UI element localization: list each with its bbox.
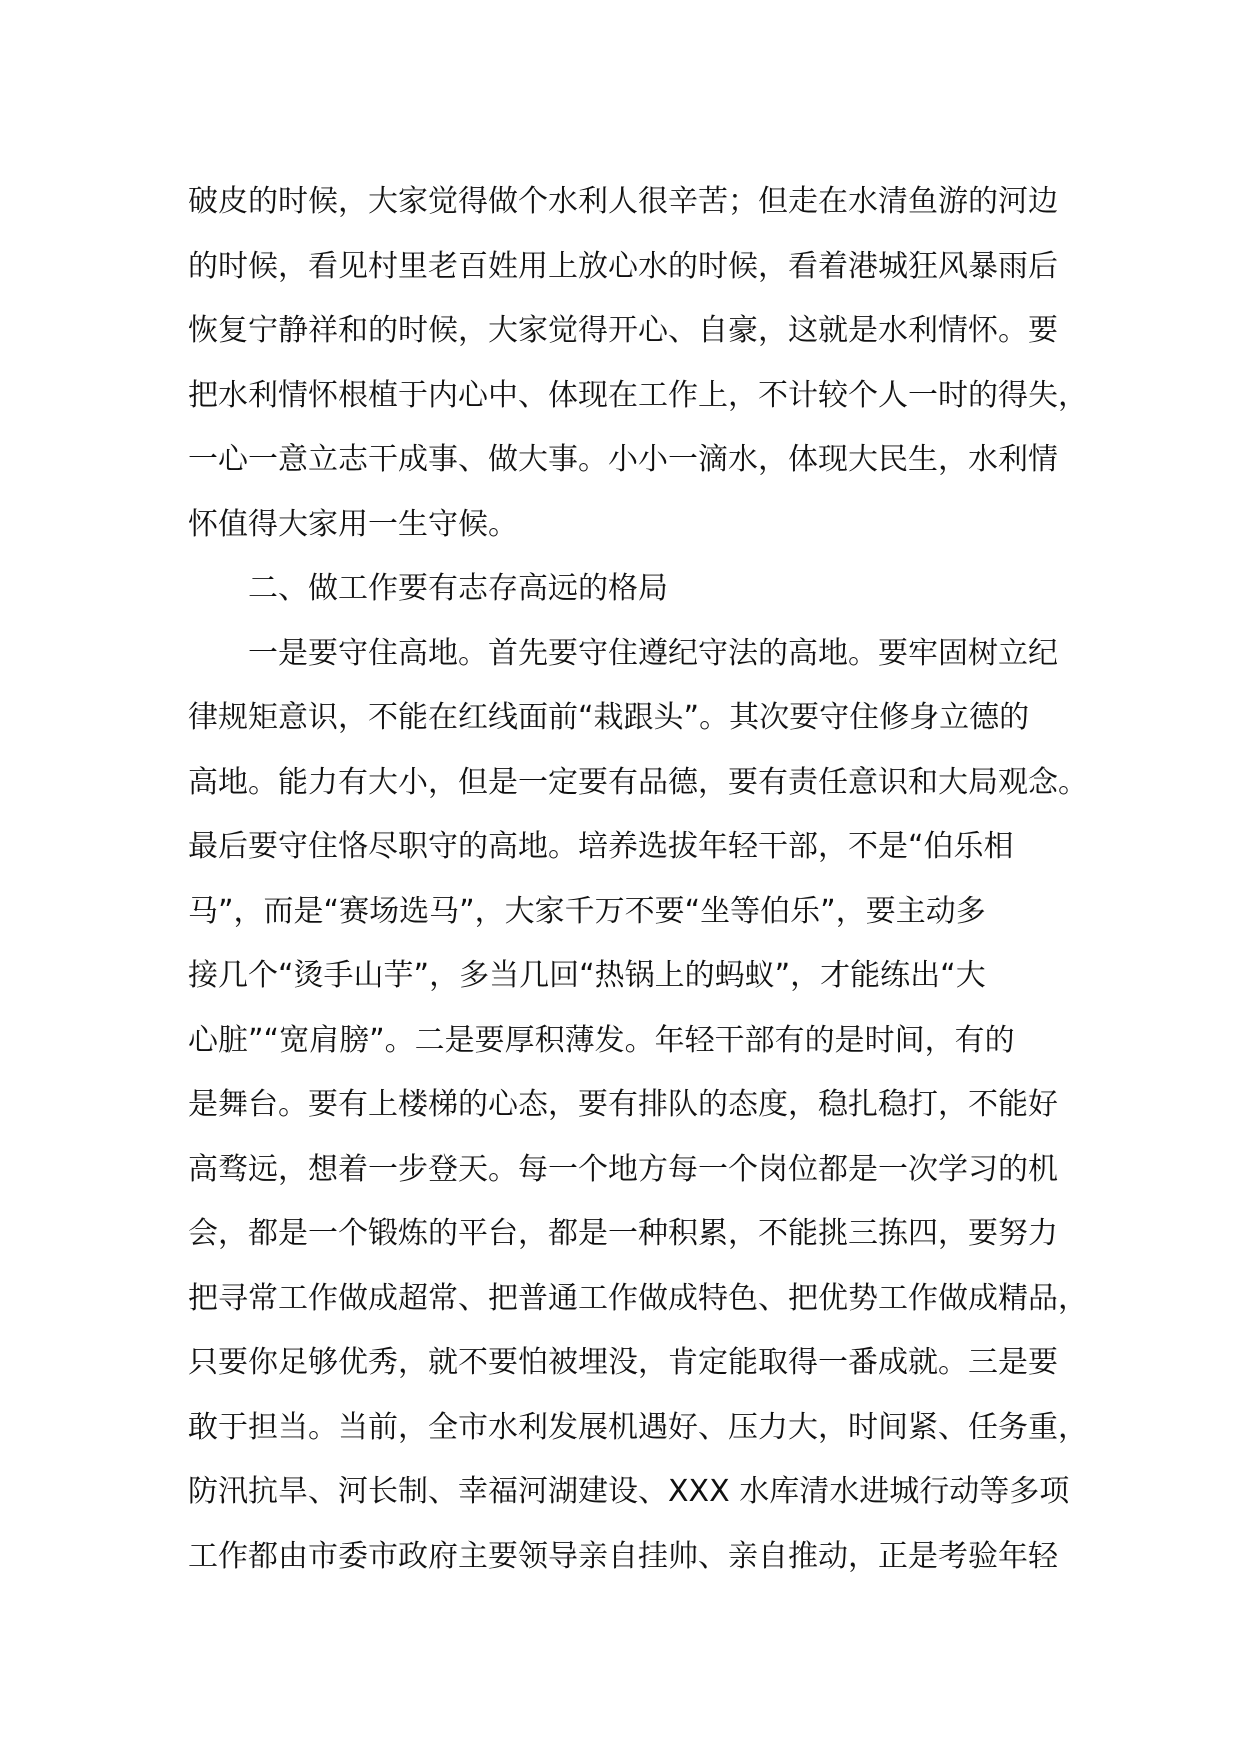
- text-line: 工作都由市委市政府主要领导亲自挂帅、亲自推动，正是考验年轻: [188, 1538, 1058, 1574]
- text-line: 破皮的时候，大家觉得做个水利人很辛苦；但走在水清鱼游的河边: [188, 184, 1058, 219]
- text-line: 把水利情怀根植于内心中、体现在工作上，不计较个人一时的得失，: [188, 377, 1088, 413]
- text-line: 只要你足够优秀，就不要怕被埋没，肯定能取得一番成就。三是要: [188, 1345, 1058, 1380]
- text-line: 怀值得大家用一生守候。: [188, 506, 518, 542]
- text-line: 防汛抗旱、河长制、幸福河湖建设、XXX 水库清水进城行动等多项: [188, 1474, 1070, 1509]
- text-line: 是舞台。要有上楼梯的心态，要有排队的态度，稳扎稳打，不能好: [188, 1087, 1058, 1122]
- text-line: 会，都是一个锻炼的平台，都是一种积累，不能挑三拣四，要努力: [188, 1216, 1058, 1251]
- text-line: 心脏”“宽肩膀”。二是要厚积薄发。年轻干部有的是时间，有的: [188, 1022, 1015, 1058]
- text-line: 接几个“烫手山芋”，多当几回“热锅上的蚂蚁”，才能练出“大: [188, 958, 986, 993]
- section-heading: 二、做工作要有志存高远的格局: [188, 571, 668, 606]
- text-line: 敢于担当。当前，全市水利发展机遇好、压力大，时间紧、任务重，: [188, 1409, 1088, 1445]
- text-line: 高地。能力有大小，但是一定要有品德，要有责任意识和大局观念。: [188, 764, 1088, 800]
- body-text: [188, 170, 1088, 1589]
- text-line: 律规矩意识，不能在红线面前“栽跟头”。其次要守住修身立德的: [188, 700, 1030, 735]
- text-line: 一是要守住高地。首先要守住遵纪守法的高地。要牢固树立纪: [188, 635, 1058, 671]
- text-line: 的时候，看见村里老百姓用上放心水的时候，看着港城狂风暴雨后: [188, 248, 1058, 284]
- text-line: 高骛远，想着一步登天。每一个地方每一个岗位都是一次学习的机: [188, 1151, 1058, 1187]
- text-line: 马”，而是“赛场选马”，大家千万不要“坐等伯乐”，要主动多: [188, 893, 986, 929]
- text-line: 一心一意立志干成事、做大事。小小一滴水，体现大民生，水利情: [188, 442, 1058, 477]
- text-line: 恢复宁静祥和的时候，大家觉得开心、自豪，这就是水利情怀。要: [188, 313, 1058, 348]
- text-line: 最后要守住恪尽职守的高地。培养选拔年轻干部，不是“伯乐相: [188, 829, 1014, 864]
- text-line: 把寻常工作做成超常、把普通工作做成特色、把优势工作做成精品，: [188, 1280, 1088, 1316]
